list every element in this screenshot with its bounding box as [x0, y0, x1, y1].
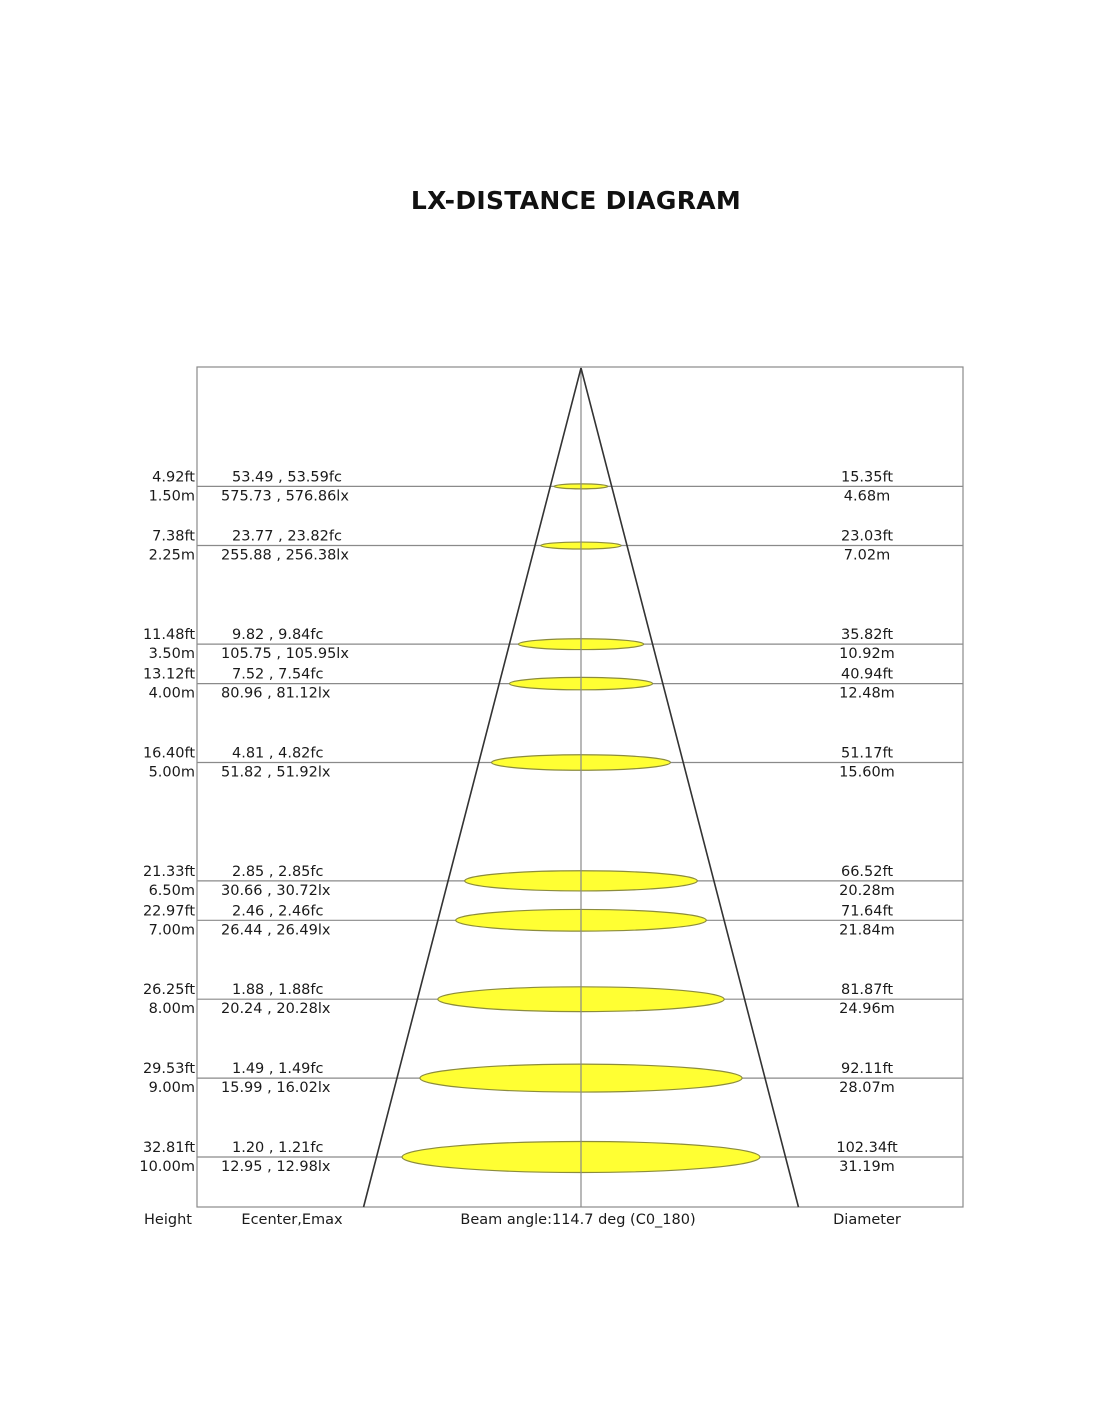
illuminance-lx-label: 12.95 , 12.98lx — [221, 1159, 331, 1175]
height-m-label: 2.25m — [148, 547, 195, 564]
diameter-ft-label: 81.87ft — [840, 982, 894, 999]
footer-illuminance-label: Ecenter,Emax — [241, 1212, 343, 1228]
illuminance-fc-label: 1.88 , 1.88fc — [232, 982, 324, 999]
illuminance-fc-label: 2.46 , 2.46fc — [232, 903, 324, 920]
diameter-m-label: 12.48m — [839, 685, 895, 702]
diameter-ft-label: 71.64ft — [840, 903, 894, 920]
illuminance-lx-label: 255.88 , 256.38lx — [221, 547, 349, 564]
footer-layer — [144, 1212, 901, 1228]
height-ft-label: 4.92ft — [152, 469, 195, 486]
illuminance-fc-label: 7.52 , 7.54fc — [232, 666, 324, 683]
diameter-m-label: 24.96m — [839, 1001, 895, 1018]
height-m-label: 7.00m — [148, 922, 195, 939]
diameter-m-label: 28.07m — [839, 1080, 895, 1097]
diameter-m-label: 7.02m — [843, 547, 891, 564]
distance-row — [143, 864, 963, 899]
distance-row — [143, 627, 963, 662]
illuminance-lx-label: 80.96 , 81.12lx — [221, 685, 331, 702]
diameter-ft-label: 23.03ft — [840, 528, 894, 545]
height-m-label: 9.00m — [148, 1080, 195, 1097]
height-ft-label: 7.38ft — [152, 528, 195, 545]
illuminance-lx-label: 20.24 , 20.28lx — [221, 1001, 331, 1018]
diameter-ft-label: 51.17ft — [840, 745, 894, 762]
illuminance-lx-label: 575.73 , 576.86lx — [221, 488, 349, 505]
height-m-label: 10.00m — [139, 1159, 195, 1175]
rows-layer — [139, 469, 963, 1175]
height-m-label: 3.50m — [148, 646, 195, 663]
footer-beam-angle-label: Beam angle:114.7 deg (C0_180) — [460, 1212, 696, 1228]
diameter-m-label: 15.60m — [839, 764, 895, 781]
distance-row — [143, 903, 963, 938]
height-ft-label: 11.48ft — [142, 627, 195, 644]
footer-diameter-label: Diameter — [833, 1212, 901, 1228]
illuminance-fc-label: 4.81 , 4.82fc — [232, 745, 324, 762]
diameter-ft-label: 66.52ft — [840, 863, 894, 880]
height-m-label: 5.00m — [148, 764, 195, 781]
distance-row — [149, 529, 963, 564]
illuminance-lx-label: 105.75 , 105.95lx — [221, 646, 349, 663]
height-ft-label: 22.97ft — [142, 903, 195, 920]
diameter-m-label: 10.92m — [839, 646, 895, 663]
illuminance-fc-label: 1.20 , 1.21fc — [232, 1140, 324, 1156]
illuminance-lx-label: 15.99 , 16.02lx — [221, 1080, 331, 1097]
height-m-label: 4.00m — [148, 685, 195, 702]
illuminance-fc-label: 1.49 , 1.49fc — [232, 1061, 324, 1078]
height-ft-label: 32.81ft — [142, 1140, 195, 1156]
illuminance-lx-label: 30.66 , 30.72lx — [221, 882, 331, 899]
distance-row — [139, 1140, 963, 1175]
footer-height-label: Height — [144, 1212, 192, 1228]
diameter-m-label: 20.28m — [839, 882, 895, 899]
diameter-m-label: 31.19m — [839, 1159, 895, 1175]
height-ft-label: 29.53ft — [142, 1061, 195, 1078]
illuminance-fc-label: 23.77 , 23.82fc — [232, 528, 342, 545]
diagram-title: LX-DISTANCE DIAGRAM — [410, 186, 742, 215]
illuminance-lx-label: 51.82 , 51.92lx — [221, 764, 331, 781]
illuminance-fc-label: 53.49 , 53.59fc — [232, 469, 342, 486]
distance-row — [143, 1061, 963, 1096]
distance-row — [143, 667, 963, 702]
diameter-m-label: 4.68m — [843, 488, 891, 505]
diameter-ft-label: 35.82ft — [840, 627, 894, 644]
height-ft-label: 26.25ft — [142, 982, 195, 999]
distance-row — [143, 746, 963, 781]
diameter-ft-label: 92.11ft — [840, 1061, 894, 1078]
height-ft-label: 16.40ft — [142, 745, 195, 762]
diameter-ft-label: 40.94ft — [840, 666, 894, 683]
distance-row — [149, 469, 963, 504]
illuminance-fc-label: 2.85 , 2.85fc — [232, 863, 324, 880]
diameter-m-label: 21.84m — [839, 922, 895, 939]
height-ft-label: 21.33ft — [142, 863, 195, 880]
diameter-ft-label: 15.35ft — [840, 469, 894, 486]
illuminance-lx-label: 26.44 , 26.49lx — [221, 922, 331, 939]
height-m-label: 8.00m — [148, 1001, 195, 1018]
height-m-label: 1.50m — [148, 488, 195, 505]
diameter-ft-label: 102.34ft — [836, 1140, 898, 1156]
height-ft-label: 13.12ft — [142, 666, 195, 683]
distance-row — [143, 982, 963, 1017]
height-m-label: 6.50m — [148, 882, 195, 899]
illuminance-fc-label: 9.82 , 9.84fc — [232, 627, 324, 644]
